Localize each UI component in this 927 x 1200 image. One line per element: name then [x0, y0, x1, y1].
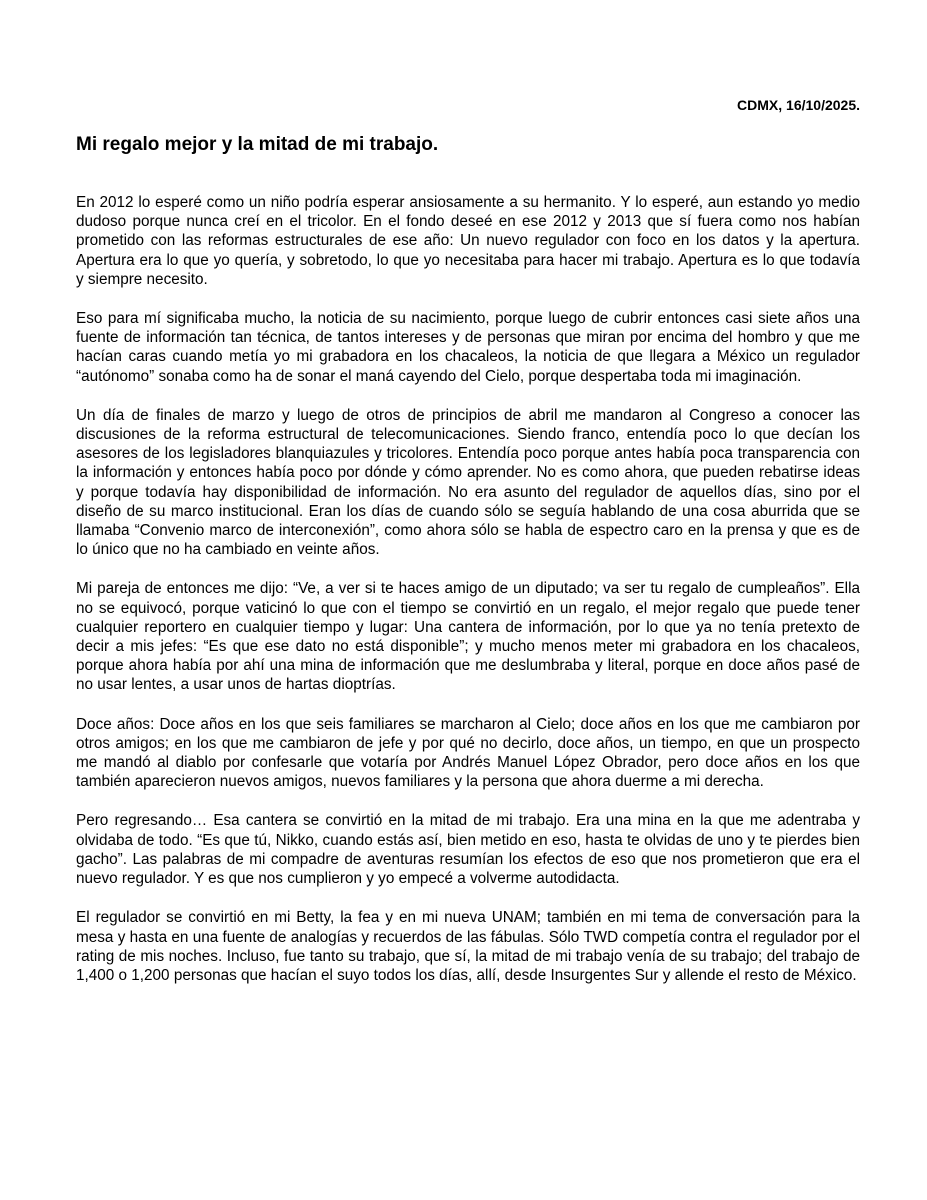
paragraph-1: En 2012 lo esperé como un niño podría esperar ansiosamente a su hermanito. Y lo esperé, aun estando yo medio dudoso porque nunca creí en el tricolor. En el fondo deseé en ese 2012 y 2013 que sí fuera como nos habían prometido con las reformas estructurales de ese año: Un nuevo regulador con foco en los datos y la apertura. Apertura era lo que yo quería, y sobretodo, lo que yo necesitaba para hacer mi trabajo. Apertura es lo que todavía y siempre necesito. — [76, 194, 860, 288]
date-line: CDMX, 16/10/2025. — [737, 97, 860, 113]
paragraph-6: Pero regresando… Esa cantera se convirtió en la mitad de mi trabajo. Era una mina en la que me adentraba y olvidaba de todo. “Es que tú, Nikko, cuando estás así, bien metido en eso, hasta te olvidas de uno y te pierdes bien gacho”. Las palabras de mi compadre de aventuras resumían los efectos de eso que nos prometieron que era el nuevo regulador. Y es que nos cumplieron y yo empecé a volverme autodidacta. — [76, 812, 860, 888]
document-body — [76, 193, 860, 1005]
paragraph-5: Doce años: Doce años en los que seis familiares se marcharon al Cielo; doce años en los que me cambiaron por otros amigos; en los que me cambiaron de jefe y por qué no decirlo, doce años, un tiempo, en que un prospecto me mandó al diablo por confesarle que votaría por Andrés Manuel López Obrador, pero doce años en los que también aparecieron nuevos amigos, nuevos familiares y la persona que ahora duerme a mi derecha. — [76, 715, 860, 791]
paragraph-2: Eso para mí significaba mucho, la noticia de su nacimiento, porque luego de cubrir entonces casi siete años una fuente de información tan técnica, de tantos intereses y de personas que miran por encima del hombro y que me hacían caras cuando metía yo mi grabadora en los chacaleos, la noticia de que llegara a México un regulador “autónomo” sonaba como ha de sonar el maná cayendo del Cielo, porque despertaba toda mi imaginación. — [76, 310, 860, 385]
paragraph-7: El regulador se convirtió en mi Betty, la fea y en mi nueva UNAM; también en mi tema de conversación para la mesa y hasta en una fuente de analogías y recuerdos de las fábulas. Sólo TWD competía contra el regulador por el rating de mis noches. Incluso, fue tanto su trabajo, que sí, la mitad de mi trabajo venía de su trabajo; del trabajo de 1,400 o 1,200 personas que hacían el suyo todos los días, allí, desde Insurgentes Sur y allende el resto de México. — [76, 909, 860, 984]
paragraph-3: Un día de finales de marzo y luego de otros de principios de abril me mandaron al Congreso a conocer las discusiones de la reforma estructural de telecomunicaciones. Siendo franco, entendía poco lo que decían los asesores de los legisladores blanquiazules y tricolores. Entendía poco porque antes había poca transparencia con la información y entonces había poco por dónde y cómo aprender. No es como ahora, que pueden rebatirse ideas y porque todavía hay disponibilidad de información. No era asunto del regulador de aquellos días, sino por el diseño de su marco institucional. Eran los días de cuando sólo se seguía hablando de una cosa aburrida que se llamaba “Convenio marco de interconexión”, como ahora sólo se habla de espectro caro en la prensa y que es de lo único que no ha cambiado en veinte años. — [76, 406, 860, 559]
paragraph-4: Mi pareja de entonces me dijo: “Ve, a ver si te haces amigo de un diputado; va ser tu regalo de cumpleaños”. Ella no se equivocó, porque vaticinó lo que con el tiempo se convirtió en un regalo, el mejor regalo que puede tener cualquier reportero en cualquier tiempo y lugar: Una cantera de información, por lo que ya no tenía pretexto de decir a mis jefes: “Es que ese dato no está disponible”; y mucho menos meter mi grabadora en los chacaleos, porque ahora había por ahí una mina de información que me deslumbraba y literal, porque en doce años pasé de no usar lentes, a usar unos de hartas dioptrías. — [76, 580, 860, 694]
document-title: Mi regalo mejor y la mitad de mi trabajo. — [76, 134, 439, 155]
